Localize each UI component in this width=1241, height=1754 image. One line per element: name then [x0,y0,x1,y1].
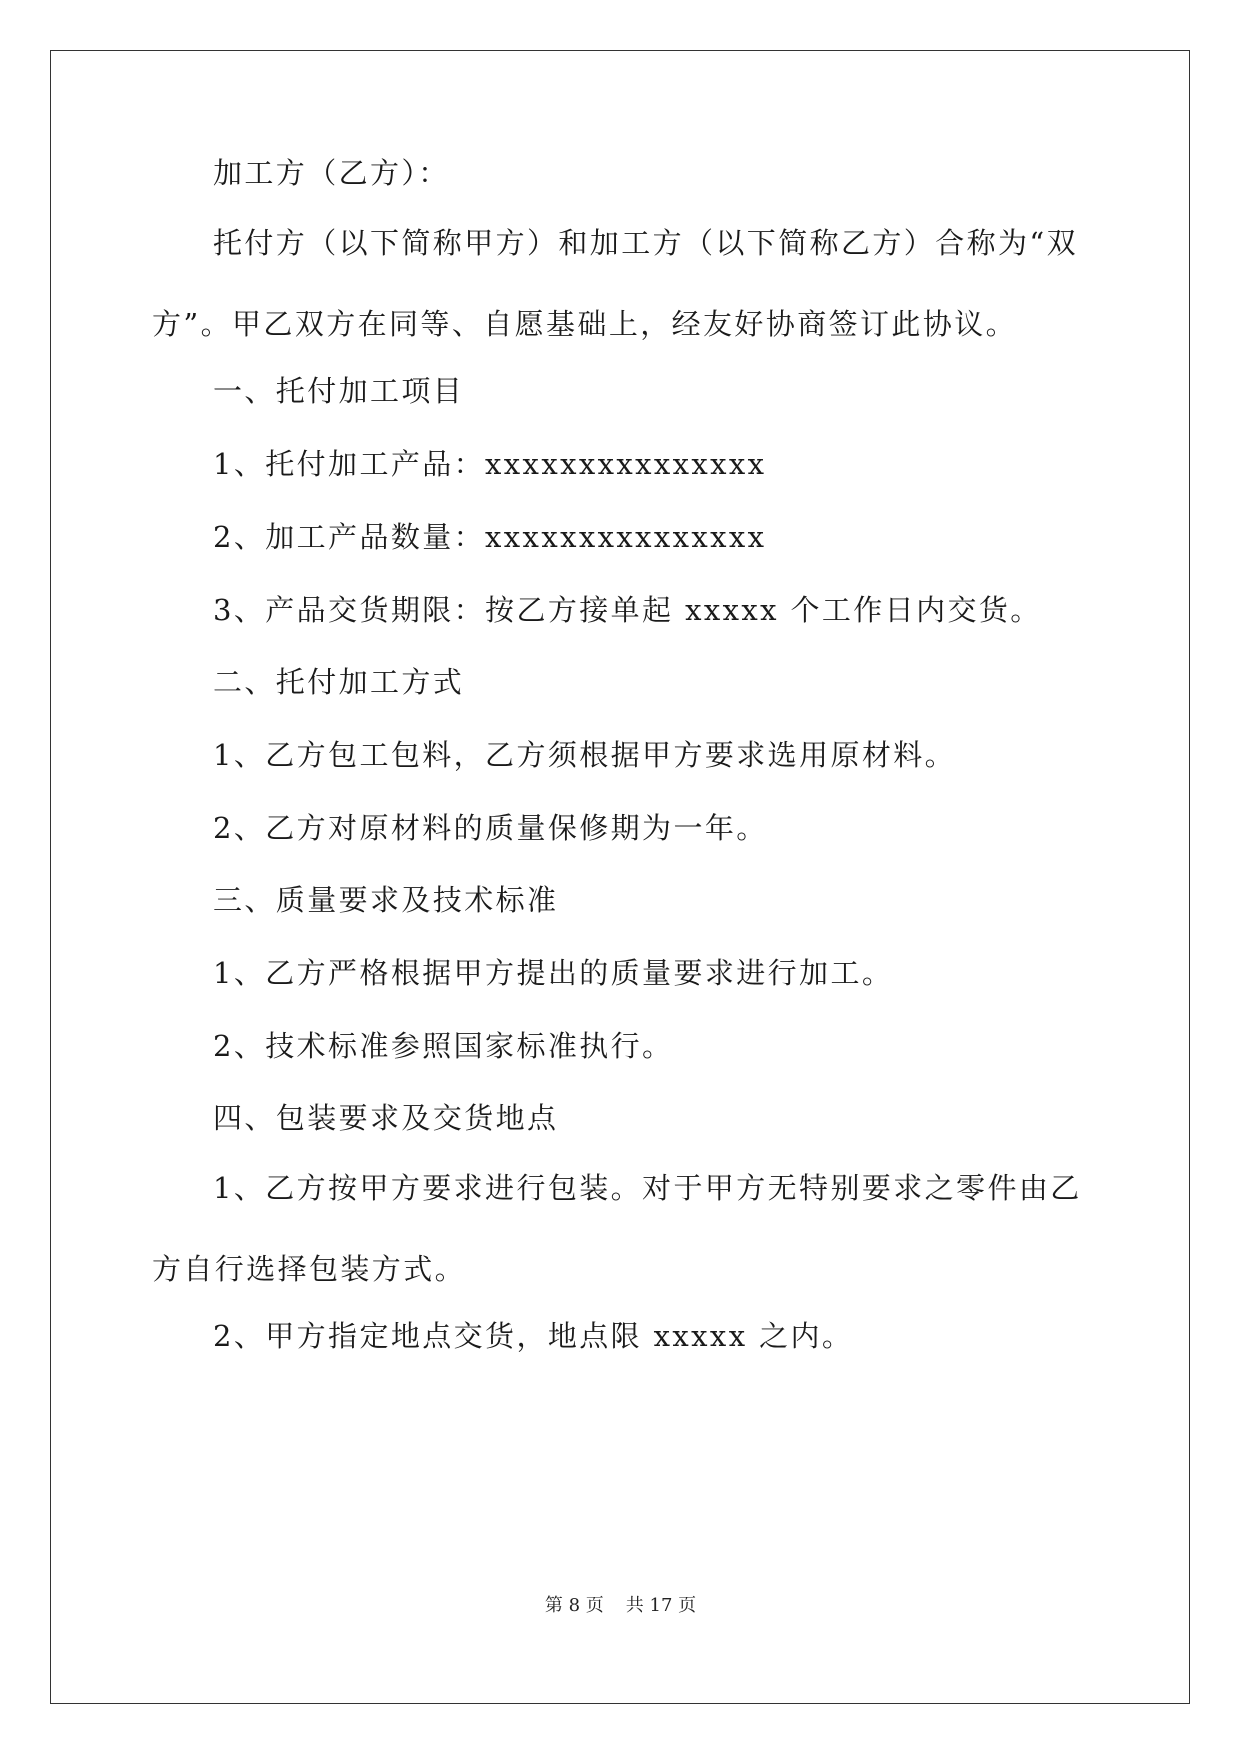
item-standard: 2、技术标准参照国家标准执行。 [213,1029,674,1063]
item-warranty: 2、乙方对原材料的质量保修期为一年。 [213,811,768,845]
item-delivery-period: 3、产品交货期限：按乙方接单起 xxxxx 个工作日内交货。 [213,593,1042,627]
paragraph-parties-intro: 托付方（以下简称甲方）和加工方（以下简称乙方）合称为“双方”。甲乙双方在同等、自愿基础上，经友好协商签订此协议。 [152,226,1079,341]
page-number: 第 8 页 [544,1595,604,1616]
paragraph-processor-party: 加工方（乙方）： [213,156,450,190]
page-footer [0,1594,1241,1618]
heading-section-2: 二、托付加工方式 [213,665,465,699]
heading-section-3: 三、质量要求及技术标准 [213,883,559,917]
page-total: 共 17 页 [625,1595,697,1616]
item-quantity: 2、加工产品数量：xxxxxxxxxxxxxxx [213,520,767,554]
item-product: 1、托付加工产品：xxxxxxxxxxxxxxx [213,447,767,481]
item-quality: 1、乙方严格根据甲方提出的质量要求进行加工。 [213,956,894,990]
item-delivery-location: 2、甲方指定地点交货，地点限 xxxxx 之内。 [213,1319,854,1353]
item-packaging: 1、乙方按甲方要求进行包装。对于甲方无特别要求之零件由乙方自行选择包装方式。 [152,1171,1082,1286]
heading-section-4: 四、包装要求及交货地点 [213,1101,559,1135]
item-materials: 1、乙方包工包料，乙方须根据甲方要求选用原材料。 [213,738,957,772]
heading-section-1: 一、托付加工项目 [213,374,465,408]
